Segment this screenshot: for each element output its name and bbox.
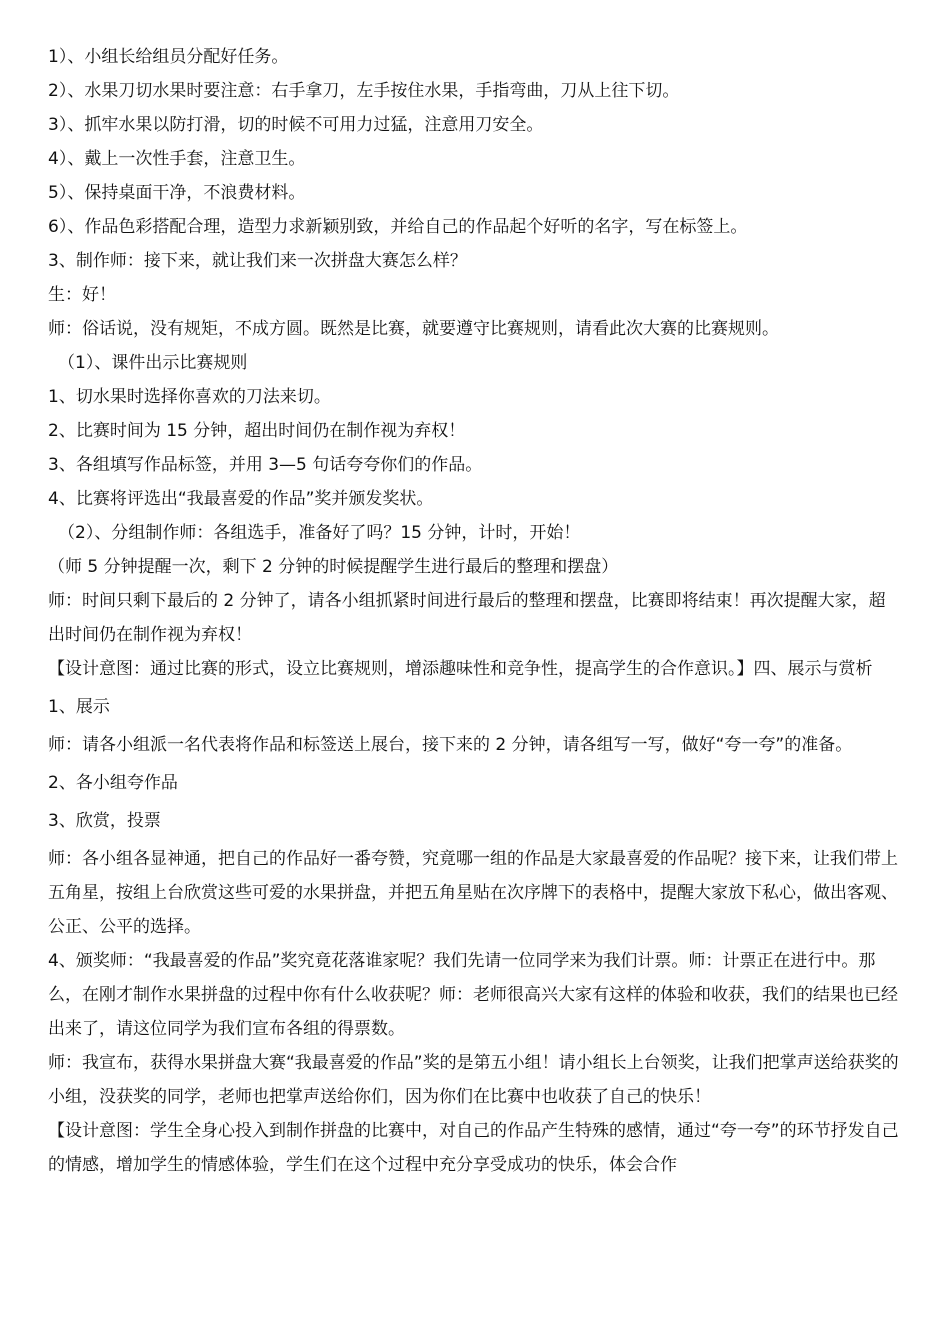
task-line-3: 3）、抓牢水果以防打滑，切的时候不可用力过猛，注意用刀安全。 xyxy=(48,115,544,135)
rules-subheading: （1）、课件出示比赛规则 xyxy=(58,353,248,373)
praise-heading: 2、各小组夸作品 xyxy=(48,773,178,793)
award-paragraph: 4、颁奖师：“我最喜爱的作品”奖究竟花落谁家呢？我们先请一位同学来为我们计票。师：计票正在进行中。那么，在刚才制作水果拼盘的过程中你有什么收获呢？师：老师很高兴大家有这样的体验和收获，我们的结果也已经出来了，请这位同学为我们宣布各组的得票数。 xyxy=(48,951,898,1039)
design-intent-1: 【设计意图：通过比赛的形式，设立比赛规则，增添趣味性和竞争性，提高学生的合作意识。】四、展示与赏析 xyxy=(48,659,873,679)
document-page xyxy=(48,40,900,1182)
task-line-2: 2）、水果刀切水果时要注意：右手拿刀，左手按住水果，手指弯曲，刀从上往下切。 xyxy=(48,81,680,101)
time-warning-paragraph: 师：时间只剩下最后的 2 分钟了，请各小组抓紧时间进行最后的整理和摆盘，比赛即将结束！再次提醒大家，超出时间仍在制作视为弃权！ xyxy=(48,591,886,645)
group-making-line: （2）、分组制作师：各组选手，准备好了吗？15 分钟，计时，开始！ xyxy=(58,523,581,543)
teacher-rules-intro: 师：俗话说，没有规矩，不成方圆。既然是比赛，就要遵守比赛规则，请看此次大赛的比赛规则。 xyxy=(48,319,779,339)
rule-4: 4、比赛将评选出“我最喜爱的作品”奖并颁发奖状。 xyxy=(48,489,434,509)
task-line-6: 6）、作品色彩搭配合理，造型力求新颖别致，并给自己的作品起个好听的名字，写在标签上。 xyxy=(48,217,748,237)
step-3-heading: 3、制作师：接下来，就让我们来一次拼盘大赛怎么样？ xyxy=(48,251,467,271)
rule-3: 3、各组填写作品标签，并用 3—5 句话夸夸你们的作品。 xyxy=(48,455,483,475)
announce-paragraph: 师：我宣布，获得水果拼盘大赛“我最喜爱的作品”奖的是第五小组！请小组长上台领奖，让我们把掌声送给获奖的小组，没获奖的同学，老师也把掌声送给你们，因为你们在比赛中也收获了自己的快乐！ xyxy=(48,1053,899,1107)
rule-2: 2、比赛时间为 15 分钟，超出时间仍在制作视为弃权！ xyxy=(48,421,466,441)
vote-paragraph: 师：各小组各显神通，把自己的作品好一番夸赞，究竟哪一组的作品是大家最喜爱的作品呢？接下来，让我们带上五角星，按组上台欣赏这些可爱的水果拼盘，并把五角星贴在次序牌下的表格中，提醒大家放下私心，做出客观、公正、公平的选择。 xyxy=(48,849,898,937)
student-reply: 生：好！ xyxy=(48,285,116,305)
rule-1: 1、切水果时选择你喜欢的刀法来切。 xyxy=(48,387,331,407)
task-line-4: 4）、戴上一次性手套，注意卫生。 xyxy=(48,149,306,169)
task-line-1: 1）、小组长给组员分配好任务。 xyxy=(48,47,289,67)
vote-heading: 3、欣赏，投票 xyxy=(48,811,161,831)
task-line-5: 5）、保持桌面干净，不浪费材料。 xyxy=(48,183,306,203)
design-intent-2: 【设计意图：学生全身心投入到制作拼盘的比赛中，对自己的作品产生特殊的感情，通过“夸一夸”的环节抒发自己的情感，增加学生的情感体验，学生们在这个过程中充分享受成功的快乐，体会合作 xyxy=(48,1121,899,1175)
reminder-note: （师 5 分钟提醒一次，剩下 2 分钟的时候提醒学生进行最后的整理和摆盘） xyxy=(48,557,619,577)
display-paragraph: 师：请各小组派一名代表将作品和标签送上展台，接下来的 2 分钟，请各组写一写，做好“夸一夸”的准备。 xyxy=(48,735,853,755)
display-heading: 1、展示 xyxy=(48,697,110,717)
